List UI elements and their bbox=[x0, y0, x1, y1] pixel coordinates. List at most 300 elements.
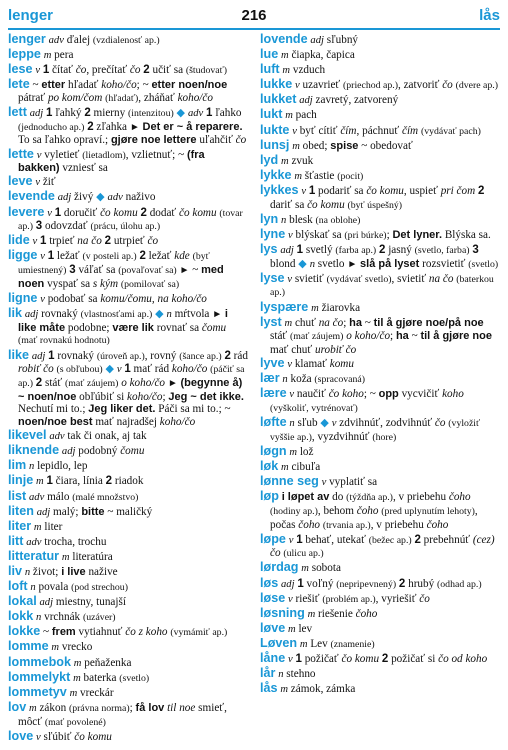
part-of-speech: m bbox=[73, 672, 81, 684]
phrase: være lik bbox=[112, 321, 154, 334]
translation-text: , uspieť bbox=[403, 184, 441, 197]
dictionary-entry bbox=[8, 671, 248, 686]
part-of-speech: v bbox=[321, 477, 327, 489]
headword: lese bbox=[8, 62, 33, 77]
sense-number: 1 bbox=[48, 349, 55, 362]
dictionary-entry bbox=[260, 577, 500, 592]
translation-text: Páči sa mi to.; ~ bbox=[155, 403, 231, 416]
headword: liter bbox=[8, 518, 32, 533]
translation-text: , prečítať bbox=[86, 64, 130, 77]
part-of-speech: m bbox=[36, 476, 44, 488]
translation-text: voľný bbox=[303, 577, 337, 590]
grammar-note: čo bbox=[75, 64, 87, 77]
right-column bbox=[260, 33, 500, 745]
translation-text: literatúra bbox=[69, 550, 113, 563]
sense-number: 2 bbox=[35, 376, 43, 389]
headword: lik bbox=[8, 306, 23, 321]
headword: lørdag bbox=[260, 560, 299, 575]
translation-text: chuť bbox=[292, 316, 319, 329]
translation-text: ~ bbox=[408, 330, 421, 343]
headword: lov bbox=[8, 699, 27, 714]
sense-number: 1 bbox=[46, 475, 53, 488]
phrase: opp bbox=[378, 388, 399, 401]
translation-text: ležať bbox=[54, 250, 83, 263]
translation-text: rovnaký bbox=[38, 308, 81, 321]
headword: løpe bbox=[260, 531, 286, 546]
translation-text: žiť bbox=[40, 176, 56, 189]
translation-text: , v priebehu bbox=[392, 491, 449, 504]
grammar-note: čo komu bbox=[74, 730, 112, 743]
phrase: i like måte bbox=[18, 308, 228, 334]
translation-text: ; bbox=[390, 330, 396, 343]
usage-note: (spracovaná) bbox=[314, 374, 366, 386]
headword: lete bbox=[8, 77, 30, 92]
grammar-note: čo komu bbox=[366, 184, 404, 197]
headword: liv bbox=[8, 564, 23, 578]
usage-note: (tovar ap.) bbox=[18, 207, 243, 233]
part-of-speech: m bbox=[299, 638, 308, 650]
translation-text: vyspať sa bbox=[44, 277, 93, 290]
part-of-speech: n bbox=[289, 418, 295, 430]
grammar-note: čo komu bbox=[100, 206, 138, 219]
grammar-note: čo koho bbox=[328, 388, 364, 401]
translation-text: ďalej bbox=[63, 34, 93, 46]
usage-note: (lietadlom) bbox=[82, 149, 126, 161]
grammar-note: koho bbox=[442, 388, 464, 401]
headword: lys bbox=[260, 241, 278, 256]
part-of-speech: v bbox=[292, 125, 297, 137]
translation-text: pera bbox=[51, 49, 74, 62]
translation-text: stáť bbox=[42, 376, 65, 389]
translation-text: uzavrieť bbox=[299, 79, 344, 92]
part-of-speech: v bbox=[287, 359, 293, 371]
translation-text: dariť sa bbox=[270, 198, 308, 211]
headword: levere bbox=[8, 204, 45, 219]
translation-text: , behom bbox=[317, 504, 357, 517]
dictionary-entry bbox=[8, 610, 248, 625]
grammar-note: po kom/čom bbox=[47, 91, 103, 104]
grammar-note: čo bbox=[235, 134, 247, 147]
translation-text: vycvičiť bbox=[398, 388, 443, 401]
usage-note: (povaľovať sa) bbox=[118, 265, 177, 277]
part-of-speech: adj bbox=[299, 95, 313, 107]
headword: lett bbox=[8, 105, 27, 120]
dictionary-entry bbox=[8, 307, 248, 348]
translation-text: To sa ľahko opraví.; bbox=[18, 134, 111, 147]
sense-number: 2 bbox=[381, 653, 389, 666]
headword: lyne bbox=[260, 226, 286, 241]
translation-text: požičať si bbox=[388, 653, 439, 666]
part-of-speech: v bbox=[36, 149, 42, 161]
translation-text: riešiť bbox=[292, 592, 323, 605]
phrase: ha bbox=[395, 330, 409, 343]
dictionary-entry bbox=[8, 63, 248, 78]
dictionary-entry bbox=[8, 686, 248, 701]
phrase: Det er ~ å reparere. bbox=[142, 120, 243, 133]
arrow-icon: ► bbox=[179, 265, 190, 277]
translation-text: , rovný bbox=[144, 349, 180, 362]
grammar-note: o koho/čo bbox=[121, 376, 166, 389]
dictionary-entry bbox=[260, 78, 500, 93]
headword: lokal bbox=[8, 594, 37, 609]
headword: lide bbox=[8, 233, 30, 248]
translation-text: zámok, zámka bbox=[287, 683, 356, 696]
phrase: ha bbox=[349, 316, 362, 329]
translation-text: klamať bbox=[292, 358, 330, 371]
phrase: til å gjøre noe bbox=[420, 330, 492, 343]
dictionary-entry bbox=[8, 106, 248, 147]
headword: lukke bbox=[260, 77, 293, 92]
translation-text: , vyzdvihnúť bbox=[311, 430, 373, 443]
translation-text: dodať bbox=[146, 206, 180, 219]
translation-text: nažive bbox=[85, 566, 118, 578]
dictionary-entry bbox=[260, 243, 500, 271]
headword: lukt bbox=[260, 107, 283, 122]
headword: lommebok bbox=[8, 654, 71, 669]
translation-text: , zatvoriť bbox=[397, 79, 443, 92]
translation-text: lev bbox=[295, 622, 313, 635]
dictionary-entry bbox=[8, 565, 248, 580]
header-last-headword: lås bbox=[479, 7, 500, 24]
usage-note: (vyškoliť, vytrénovať) bbox=[270, 403, 358, 414]
headword: løs bbox=[260, 575, 279, 590]
usage-note: (hore) bbox=[372, 431, 397, 443]
part-of-speech: adv bbox=[26, 536, 42, 548]
dictionary-entry bbox=[260, 124, 500, 139]
sense-number: 2 bbox=[104, 235, 112, 248]
grammar-note: na čo bbox=[428, 272, 454, 285]
dictionary-entry bbox=[260, 48, 500, 63]
part-of-speech: adj bbox=[39, 597, 54, 609]
translation-text: svetlý bbox=[303, 243, 336, 256]
translation-text: vytiahnuť bbox=[75, 626, 126, 639]
translation-text: žiarovka bbox=[318, 301, 361, 314]
grammar-note: čo bbox=[442, 79, 453, 92]
headword: lår bbox=[260, 666, 276, 681]
translation-text: podobný bbox=[75, 445, 121, 458]
dictionary-entry bbox=[8, 640, 248, 655]
grammar-note: čo komu bbox=[179, 206, 217, 219]
usage-note: (vymámiť ap.) bbox=[170, 627, 228, 639]
dictionary-entry bbox=[8, 33, 248, 48]
headword: løk bbox=[260, 458, 279, 473]
dictionary-entry bbox=[260, 154, 500, 169]
headword: løse bbox=[260, 590, 286, 605]
usage-note: (farba ap.) bbox=[335, 244, 377, 256]
translation-text: rád bbox=[230, 349, 248, 362]
headword: litt bbox=[8, 533, 24, 548]
part-of-speech: adj bbox=[281, 578, 295, 590]
usage-note: (šance ap.) bbox=[179, 350, 222, 362]
grammar-note: s kým bbox=[92, 277, 119, 290]
translation-text: trpieť bbox=[46, 235, 78, 248]
usage-note: (jednoducho ap.) bbox=[18, 121, 85, 133]
dictionary-entry bbox=[8, 656, 248, 671]
part-of-speech: v bbox=[288, 593, 293, 605]
translation-text: prebehnúť bbox=[420, 533, 473, 546]
part-of-speech: adj bbox=[57, 192, 72, 204]
translation-text: hľadať bbox=[65, 79, 102, 92]
part-of-speech: m bbox=[69, 687, 78, 699]
grammar-note: koho/čo bbox=[127, 390, 163, 403]
grammar-note: (cez) čo bbox=[270, 533, 495, 560]
usage-note: (pred uplynutím lehoty) bbox=[381, 505, 475, 517]
translation-text: vzniesť sa bbox=[59, 162, 108, 175]
sense-number: 2 bbox=[140, 206, 147, 219]
grammar-note: kde bbox=[174, 250, 190, 263]
dictionary-entry bbox=[8, 175, 248, 190]
dictionary-entry bbox=[8, 505, 248, 520]
grammar-note: koho/čo bbox=[101, 79, 137, 92]
usage-note: (týždňa ap.) bbox=[346, 492, 393, 504]
dictionary-entry bbox=[8, 292, 248, 307]
translation-text: svietiť bbox=[292, 272, 327, 285]
translation-text: ; ~ bbox=[363, 388, 379, 401]
translation-text: stáť bbox=[270, 330, 291, 343]
phrase: (begynne å) ~ noen/noe bbox=[18, 376, 243, 403]
part-of-speech: adj bbox=[31, 350, 46, 362]
translation-text: zavretý, zatvorený bbox=[312, 94, 399, 107]
translation-text: liter bbox=[41, 520, 63, 533]
usage-note: (úroveň ap.) bbox=[96, 350, 145, 362]
sense-number: 2 bbox=[224, 349, 231, 362]
translation-text: behať, utekať bbox=[302, 533, 369, 546]
part-of-speech: n bbox=[36, 612, 42, 624]
part-of-speech: v bbox=[289, 389, 295, 401]
part-of-speech: n bbox=[30, 582, 36, 594]
translation-text: ; bbox=[343, 316, 350, 329]
translation-text: blýskať sa bbox=[292, 228, 345, 241]
part-of-speech: m bbox=[280, 684, 288, 696]
dictionary-entry bbox=[8, 190, 248, 205]
part-of-speech: adj bbox=[36, 506, 51, 518]
diamond-icon: ◆ bbox=[320, 417, 329, 430]
part-of-speech: n bbox=[29, 461, 35, 473]
translation-text: podobať sa bbox=[44, 292, 101, 305]
translation-text: obľúbiť si bbox=[76, 390, 128, 403]
part-of-speech: m bbox=[29, 702, 37, 714]
headword: likevel bbox=[8, 428, 47, 443]
grammar-note: čoho bbox=[355, 607, 378, 620]
part-of-speech: adj bbox=[61, 446, 76, 458]
headword: leppe bbox=[8, 47, 41, 62]
phrase: gjøre noe lettere bbox=[110, 134, 197, 147]
header-first-headword: lenger bbox=[8, 7, 54, 24]
translation-text: ľahko bbox=[212, 107, 242, 120]
sense-number: 2 bbox=[105, 475, 113, 488]
usage-note: (ulicu ap.) bbox=[283, 548, 324, 560]
headword: lukket bbox=[260, 92, 297, 107]
usage-note: (nepripevnený) bbox=[336, 578, 397, 590]
translation-text: pátrať bbox=[18, 91, 48, 104]
sense-number: 2 bbox=[87, 120, 94, 133]
translation-text: vyletieť bbox=[41, 148, 83, 161]
dictionary-entry bbox=[8, 535, 248, 550]
part-of-speech: v bbox=[288, 229, 293, 241]
headword: luft bbox=[260, 62, 280, 77]
translation-text: mať najradšej bbox=[92, 416, 160, 429]
translation-text: malý; bbox=[50, 505, 82, 518]
page-number: 216 bbox=[241, 7, 267, 24]
translation-text: požičať bbox=[301, 653, 342, 666]
phrase: noen/noe best bbox=[18, 416, 93, 429]
translation-text: málo bbox=[44, 490, 73, 503]
translation-text: zákon bbox=[36, 701, 69, 714]
translation-text: čítať bbox=[49, 64, 76, 77]
grammar-note: koho/čo bbox=[177, 91, 213, 104]
phrase: etter bbox=[41, 79, 66, 92]
usage-note: (vzdialenosť ap.) bbox=[92, 35, 160, 46]
translation-text: Nechutí mi to.; bbox=[18, 403, 89, 416]
part-of-speech: m bbox=[281, 50, 289, 62]
part-of-speech: m bbox=[282, 65, 291, 77]
usage-note: (uzáver) bbox=[82, 612, 116, 624]
sense-number: 2 bbox=[478, 184, 485, 197]
translation-text: učiť sa bbox=[149, 64, 186, 77]
part-of-speech: v bbox=[40, 251, 45, 263]
dictionary-entry bbox=[8, 520, 248, 535]
dictionary-entry bbox=[8, 444, 248, 459]
headword: lunsj bbox=[260, 137, 290, 152]
dictionary-entry bbox=[8, 249, 248, 291]
phrase: Jeg liker det. bbox=[88, 403, 156, 416]
translation-text: sľub bbox=[294, 417, 321, 430]
dictionary-entry bbox=[260, 637, 500, 652]
headword: lyve bbox=[260, 356, 285, 371]
translation-text: zdvihnúť, zodvihnúť bbox=[336, 417, 435, 430]
translation-text: , zháňať bbox=[138, 91, 178, 104]
grammar-note: čo bbox=[434, 417, 446, 430]
usage-note: (právna norma) bbox=[68, 702, 130, 714]
translation-text: ležať bbox=[145, 250, 175, 263]
translation-text: pach bbox=[292, 109, 317, 122]
grammar-note: čím bbox=[401, 124, 419, 137]
translation-text: podariť sa bbox=[315, 184, 367, 197]
part-of-speech: m bbox=[288, 623, 296, 635]
usage-note: (mať záujem) bbox=[64, 377, 119, 389]
translation-text: hrubý bbox=[405, 577, 438, 590]
headword: lim bbox=[8, 458, 27, 473]
translation-text: mierny bbox=[90, 107, 129, 120]
translation-text: naživo bbox=[122, 191, 156, 204]
grammar-note: čoho bbox=[426, 518, 449, 531]
part-of-speech: adv bbox=[29, 491, 45, 503]
headword: løsning bbox=[260, 605, 305, 620]
dictionary-entry bbox=[260, 357, 500, 372]
phrase: (fra bakken) bbox=[18, 148, 205, 175]
headword: lyspære bbox=[260, 299, 309, 314]
dictionary-entry bbox=[8, 474, 248, 489]
grammar-note: čomu bbox=[201, 321, 227, 334]
headword: lukte bbox=[260, 122, 290, 137]
translation-text: vreckár bbox=[77, 686, 114, 699]
sense-number: 2 bbox=[143, 64, 150, 77]
translation-text: ; ~ bbox=[136, 79, 152, 92]
part-of-speech: n bbox=[281, 214, 287, 226]
part-of-speech: adj bbox=[280, 244, 294, 256]
phrase: i live bbox=[61, 566, 86, 578]
headword: leve bbox=[8, 174, 33, 189]
translation-text: zľahka bbox=[93, 120, 130, 133]
grammar-note: na čo bbox=[77, 235, 102, 248]
dictionary-entry bbox=[260, 108, 500, 123]
headword: liten bbox=[8, 503, 34, 518]
grammar-note: čo bbox=[419, 592, 430, 605]
sense-number: 2 bbox=[398, 577, 406, 590]
usage-note: (v posteli ap.) bbox=[82, 251, 137, 263]
part-of-speech: m bbox=[301, 563, 309, 575]
part-of-speech: m bbox=[311, 302, 319, 314]
dictionary-entry bbox=[260, 63, 500, 78]
headword: lue bbox=[260, 47, 279, 62]
dictionary-entry bbox=[8, 349, 248, 429]
translation-text: šťastie bbox=[301, 169, 338, 182]
usage-note: (bežec ap.) bbox=[368, 534, 412, 546]
usage-note: (mať rovnakú hodnotu) bbox=[18, 335, 110, 347]
translation-text: tak či onak, aj tak bbox=[64, 430, 147, 443]
sense-number: 1 bbox=[308, 184, 316, 197]
dictionary-entry bbox=[8, 625, 248, 640]
translation-text: mať chuť bbox=[270, 344, 315, 357]
part-of-speech: adj bbox=[29, 108, 44, 120]
translation-text: čiara, línia bbox=[52, 475, 106, 488]
phrase: med noen bbox=[18, 264, 224, 290]
grammar-note: o koho/čo bbox=[346, 330, 391, 343]
usage-note: (páčiť sa ap.) bbox=[18, 364, 245, 389]
usage-note: (dvere ap.) bbox=[455, 80, 498, 92]
translation-text: ~ obedovať bbox=[358, 139, 413, 152]
headword: lær bbox=[260, 371, 280, 386]
sense-number: 1 bbox=[296, 533, 303, 546]
part-of-speech: m bbox=[73, 657, 82, 669]
headword: love bbox=[8, 728, 34, 743]
sense-number: 2 bbox=[414, 533, 421, 546]
part-of-speech: m bbox=[284, 317, 293, 329]
translation-text: miestny, tunajší bbox=[53, 596, 126, 609]
translation-text: Blýska sa. bbox=[442, 228, 491, 241]
arrow-icon: ► bbox=[167, 377, 178, 389]
translation-text: odovzdať bbox=[42, 220, 91, 233]
usage-note: (hodiny ap.) bbox=[270, 505, 318, 517]
headword: lommetyv bbox=[8, 684, 67, 699]
part-of-speech: m bbox=[307, 608, 316, 620]
translation-text: sľúbiť bbox=[40, 730, 75, 743]
grammar-note: čo od koho bbox=[438, 653, 488, 666]
translation-text: ~ bbox=[361, 316, 374, 329]
translation-text: ; bbox=[129, 701, 136, 714]
grammar-note: til noe bbox=[167, 701, 196, 714]
dictionary-entry bbox=[260, 228, 500, 243]
grammar-note: čo komu bbox=[341, 653, 380, 666]
part-of-speech: v bbox=[288, 534, 294, 546]
phrase: slå på lyset bbox=[360, 257, 420, 270]
part-of-speech: n bbox=[309, 258, 315, 270]
part-of-speech: adj bbox=[24, 309, 39, 321]
dictionary-entry bbox=[260, 316, 500, 357]
grammar-note: robiť čo bbox=[18, 363, 54, 376]
diamond-icon: ◆ bbox=[105, 363, 115, 376]
part-of-speech: m bbox=[285, 110, 293, 122]
page-header bbox=[8, 6, 500, 30]
dictionary-entry bbox=[8, 459, 248, 474]
translation-text: peňaženka bbox=[81, 656, 132, 669]
phrase: til å gjøre noe/på noe bbox=[373, 316, 484, 329]
diamond-icon: ◆ bbox=[176, 107, 186, 120]
dictionary-entry bbox=[260, 445, 500, 460]
sense-number: 2 bbox=[139, 250, 146, 263]
sense-number: 1 bbox=[46, 107, 53, 120]
translation-text: smieť, môcť bbox=[18, 701, 227, 728]
